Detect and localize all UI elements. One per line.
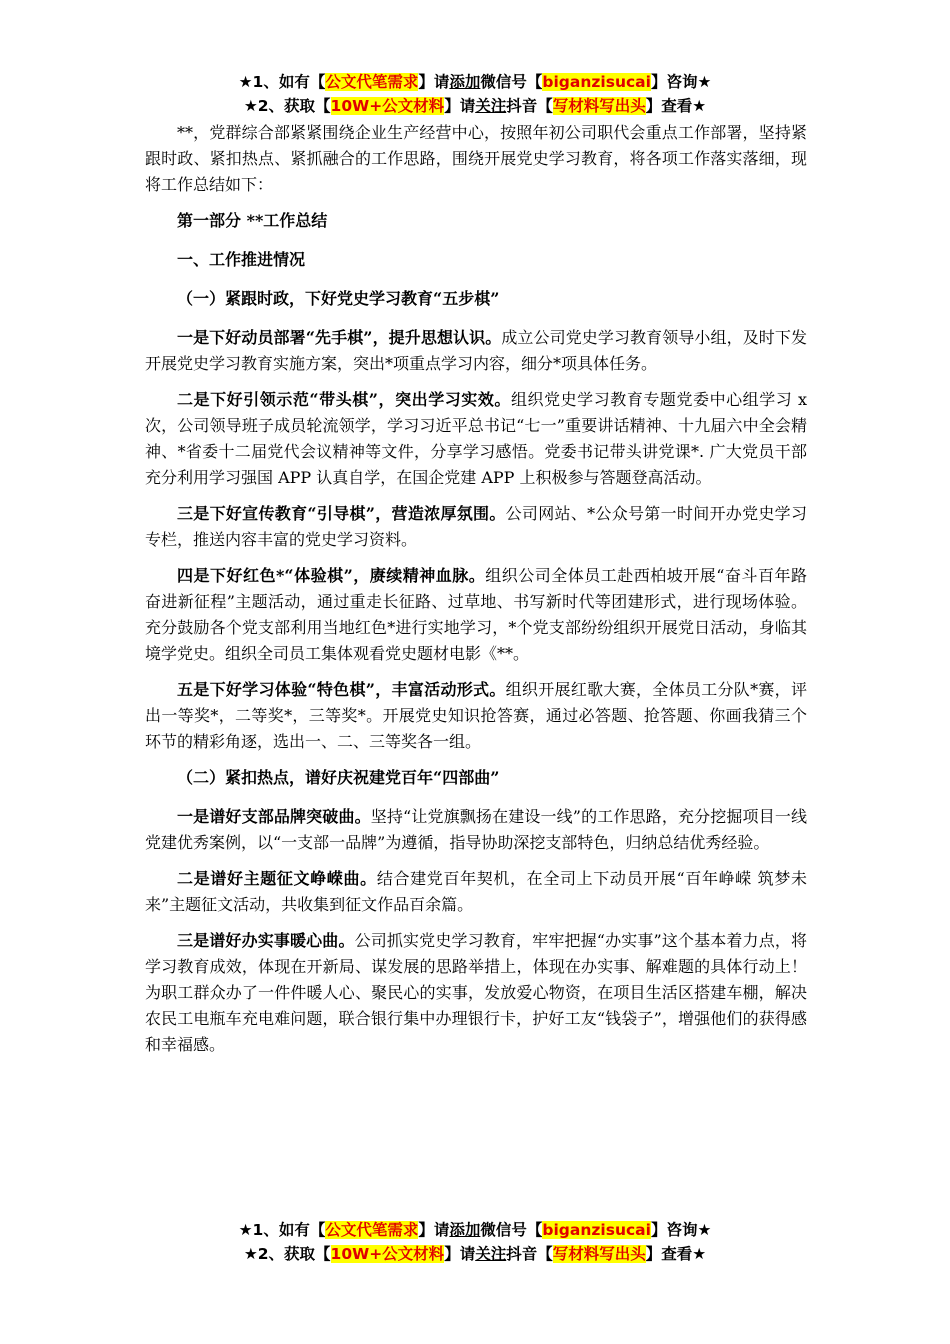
- header-banner: [0, 70, 950, 118]
- banner-text: 】请: [418, 1221, 450, 1239]
- body-paragraph: [145, 677, 807, 755]
- banner-text: 】查看★: [645, 1245, 707, 1263]
- paragraph-text: 公司抓实党史学习教育，牢牢把握“办实事”这个基本着力点，将学习教育成效，体现在开新局、谋发展的思路举措上，体现在办实事、解难题的具体行动上！为职工群众办了一件件暖人心、聚民心的实事，发放爱心物资，在项目生活区搭建车棚，解决农民工电瓶车充电难问题，联合银行集中办理银行卡，护好工友“钱袋子”，增强他们的获得感和幸福感。: [145, 931, 807, 1054]
- banner-text: ★2、获取【: [243, 1245, 331, 1263]
- banner-underline: 添加: [449, 73, 481, 91]
- body-paragraph: [145, 804, 807, 856]
- banner-text: 】咨询★: [650, 73, 712, 91]
- paragraph-text: 组织公司全体员工赴西柏坡开展“奋斗百年路 奋进新征程”主题活动，通过重走长征路、过草地、书写新时代等团建形式，进行现场体验。充分鼓励各个党支部利用当地红色*进行实地学习，*个党支部纷纷组织开展党日活动，身临其境学党史。组织全司员工集体观看党史题材电影《**。: [145, 566, 807, 663]
- banner-text: 抖音【: [506, 97, 553, 115]
- banner-text: 】咨询★: [650, 1221, 712, 1239]
- banner-line-1: [0, 1218, 950, 1242]
- banner-text: ★2、获取【: [243, 97, 331, 115]
- banner-highlight: biganzisucai: [542, 73, 651, 91]
- paragraph-lead: 二是下好引领示范“带头棋”，突出学习实效。: [177, 390, 511, 409]
- banner-text: ★1、如有【: [238, 73, 326, 91]
- part-heading: 第一部分 **工作总结: [177, 211, 328, 230]
- paragraph-lead: 三是下好宣传教育“引导棋”，营造浓厚氛围。: [177, 504, 506, 523]
- banner-line-2: [0, 1242, 950, 1266]
- paragraph-lead: 一是下好动员部署“先手棋”，提升思想认识。: [177, 328, 502, 347]
- body-paragraph: [145, 501, 807, 553]
- banner-highlight: 写材料写出头: [552, 1245, 646, 1263]
- banner-highlight: 公文代笔需求: [325, 1221, 419, 1239]
- body-paragraph: [145, 325, 807, 377]
- banner-text: 】请: [444, 97, 476, 115]
- banner-line-2: [0, 94, 950, 118]
- paragraph-text: 组织开展红歌大赛，全体员工分队*赛，评出一等奖*，二等奖*，三等奖*。开展党史知识抢答赛，通过必答题、抢答题、你画我猜三个环节的精彩角逐，选出一、二、三等奖各一组。: [145, 680, 807, 751]
- section-heading: 一、工作推进情况: [177, 250, 306, 269]
- paragraph-text: 组织党史学习教育专题党委中心组学习 x 次，公司领导班子成员轮流领学，学习习近平总书记“七一”重要讲话精神、十九届六中全会精神、*省委十二届党代会议精神等文件，分享学习感悟。党委书记带头讲党课*. 广大党员干部充分利用学习强国 APP 认真自学，在国企党建 APP 上积极参与答题登高活动。: [145, 390, 807, 487]
- paragraph-text: 成立公司党史学习教育领导小组，及时下发开展党史学习教育实施方案，突出*项重点学习内容，细分*项具体任务。: [145, 328, 807, 373]
- banner-text: 微信号【: [480, 1221, 543, 1239]
- body-paragraph: [145, 387, 807, 491]
- banner-highlight: 写材料写出头: [552, 97, 646, 115]
- banner-line-1: [0, 70, 950, 94]
- banner-highlight: 10W+公文材料: [330, 1245, 445, 1263]
- subsection-heading: （一）紧跟时政，下好党史学习教育“五步棋”: [177, 289, 500, 308]
- paragraph-lead: 二是谱好主题征文峥嵘曲。: [177, 869, 377, 888]
- banner-highlight: biganzisucai: [542, 1221, 651, 1239]
- subsection-heading: （二）紧扣热点，谱好庆祝建党百年“四部曲”: [177, 768, 500, 787]
- paragraph-lead: 一是谱好支部品牌突破曲。: [177, 807, 371, 826]
- footer-banner: [0, 1218, 950, 1266]
- paragraph-lead: 四是下好红色*“体验棋”，赓续精神血脉。: [177, 566, 486, 585]
- banner-underline: 关注: [475, 1245, 507, 1263]
- banner-underline: 关注: [475, 97, 507, 115]
- banner-text: 】请: [444, 1245, 476, 1263]
- paragraph-text: 坚持“让党旗飘扬在建设一线”的工作思路，充分挖掘项目一线党建优秀案例，以“一支部一品牌”为遵循，指导协助深挖支部特色，归纳总结优秀经验。: [145, 807, 807, 852]
- banner-text: ★1、如有【: [238, 1221, 326, 1239]
- banner-text: 】请: [418, 73, 450, 91]
- intro-paragraph: **，党群综合部紧紧围绕企业生产经营中心，按照年初公司职代会重点工作部署，坚持紧跟时政、紧扣热点、紧抓融合的工作思路，围绕开展党史学习教育，将各项工作落实落细，现将工作总结如下：: [145, 123, 807, 194]
- paragraph-lead: 五是下好学习体验“特色棋”，丰富活动形式。: [177, 680, 506, 699]
- banner-text: 抖音【: [506, 1245, 553, 1263]
- banner-highlight: 公文代笔需求: [325, 73, 419, 91]
- banner-underline: 添加: [449, 1221, 481, 1239]
- banner-highlight: 10W+公文材料: [330, 97, 445, 115]
- body-paragraph: [145, 928, 807, 1058]
- body-paragraph: [145, 866, 807, 918]
- banner-text: 】查看★: [645, 97, 707, 115]
- paragraph-text: 结合建党百年契机，在全司上下动员开展“百年峥嵘 筑梦未来”主题征文活动，共收集到征文作品百余篇。: [145, 869, 807, 914]
- paragraph-text: 公司网站、*公众号第一时间开办党史学习专栏，推送内容丰富的党史学习资料。: [145, 504, 807, 549]
- body-paragraph: [145, 563, 807, 667]
- paragraph-lead: 三是谱好办实事暖心曲。: [177, 931, 355, 950]
- banner-text: 微信号【: [480, 73, 543, 91]
- document-body: [145, 120, 807, 1068]
